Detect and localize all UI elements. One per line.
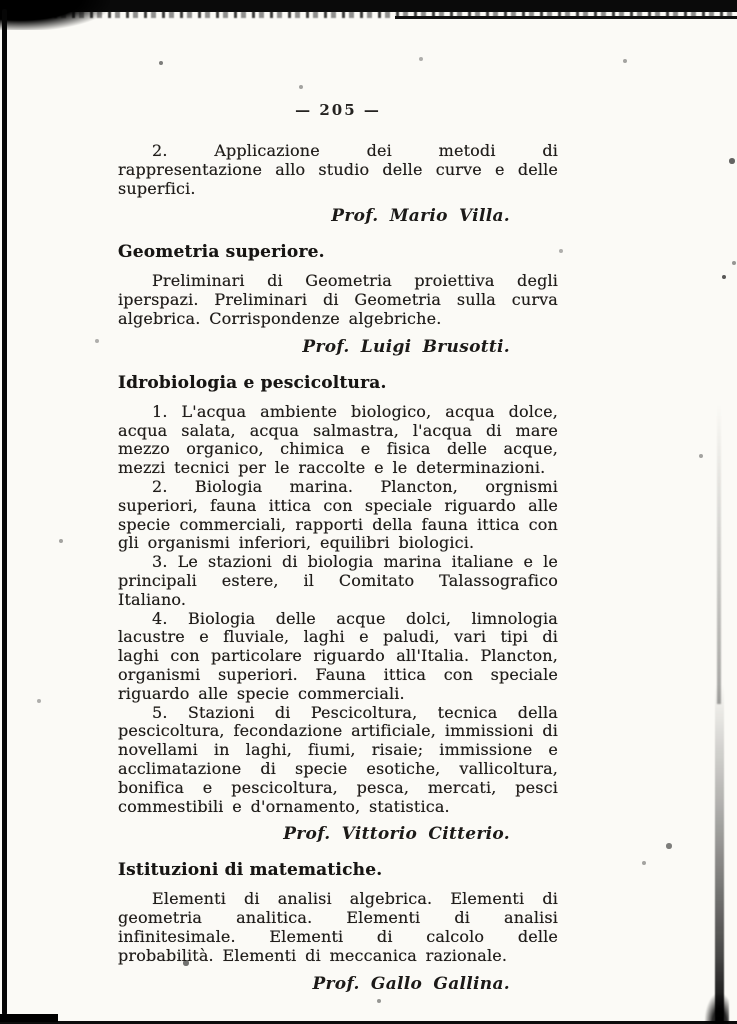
scan-border-left — [2, 9, 7, 1015]
page-number: — 205 — — [295, 101, 381, 119]
scan-border-top-noise — [0, 11, 737, 18]
professor-signature: Prof. Gallo Gallina. — [312, 973, 510, 994]
professor-signature: Prof. Luigi Brusotti. — [302, 336, 510, 357]
course-paragraph: 4. Biologia delle acque dolci, limnologia lacustre e fluviale, laghi e paludi, vari tipi di laghi con particolare riguardo all'Italia. Plancton, organismi superiori. Fauna ittica con speciale riguardo alle specie commerciali. — [118, 608, 558, 703]
course-paragraph: Elementi di analisi algebrica. Elementi di geometria analitica. Elementi di analisi infinitesimale. Elementi di calcolo delle probabilità. Elementi di meccanica razionale. — [118, 889, 558, 965]
text-column — [118, 101, 558, 999]
section-geometria-descrittiva-cont — [118, 142, 558, 226]
course-paragraph: 1. L'acqua ambiente biologico, acqua dolce, acqua salata, acqua salmastra, l'acqua di mare mezzo organico, chimica e fisica delle acque, mezzi tecnici per le raccolte e le determinazioni. — [118, 401, 558, 478]
section-heading: Geometria superiore. — [118, 242, 325, 263]
scan-streak-right-foot — [705, 994, 729, 1024]
professor-signature: Prof. Mario Villa. — [331, 206, 510, 227]
scan-streak-right-faint — [717, 404, 721, 704]
course-paragraph: Preliminari di Geometria proiettiva degli iperspazi. Preliminari di Geometria sulla curva algebrica. Corrispondenze algebriche. — [118, 271, 558, 328]
section-istituzioni-matematiche — [118, 860, 558, 993]
section-heading: Istituzioni di matematiche. — [118, 860, 383, 881]
section-geometria-superiore — [118, 242, 558, 356]
section-heading: Idrobiologia e pescicoltura. — [118, 372, 387, 393]
scan-border-bottom-foot — [0, 1014, 58, 1022]
course-paragraph: 5. Stazioni di Pescicoltura, tecnica della pescicoltura, fecondazione artificiale, immissioni di novellami in laghi, fiumi, risaie; immissione e acclimatazione di specie esotiche, vallicoltura, bonifica e pescicoltura, pesca, mercati, pesci commestibili e d'ornamento, statistica. — [118, 702, 558, 816]
scan-dust-specks — [0, 0, 2, 2]
course-paragraph: 2. Applicazione dei metodi di rappresentazione allo studio delle curve e delle superfici. — [118, 141, 558, 198]
course-paragraph: 3. Le stazioni di biologia marina italiane e le principali estere, il Comitato Talassografico Italiano. — [118, 552, 558, 609]
professor-signature: Prof. Vittorio Citterio. — [283, 824, 510, 845]
scan-streak-right — [715, 684, 724, 1024]
scan-corner-blob — [0, 0, 110, 30]
scan-border-top — [0, 0, 737, 12]
course-paragraph: 2. Biologia marina. Plancton, orgnismi superiori, fauna ittica con speciale riguardo alle specie commerciali, rapporti della fauna ittica con gli organismi inferiori, equilibri biologici. — [118, 476, 558, 553]
section-idrobiologia — [118, 373, 558, 845]
scan-border-top-line — [395, 16, 737, 19]
